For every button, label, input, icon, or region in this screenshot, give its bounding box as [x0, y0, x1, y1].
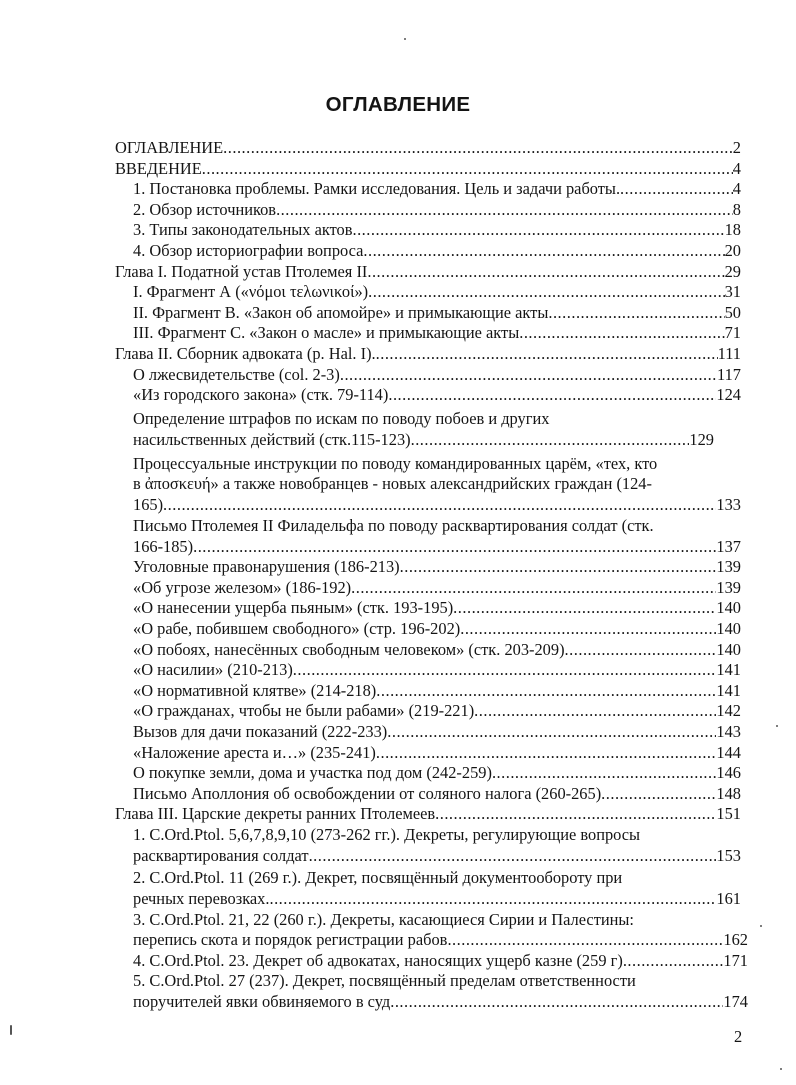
toc-entry[interactable]: ОГЛАВЛЕНИЕ ..... 2 [115, 138, 741, 159]
dot-leader [620, 179, 733, 200]
toc-entry[interactable]: 4. C.Ord.Ptol. 23. Декрет об адвокатах, наносящих ущерб казне (259 г) ..... 171 [133, 951, 748, 972]
toc-entry[interactable]: «О нормативной клятве» (214-218) ..... 141 [133, 681, 741, 702]
toc-entry[interactable]: 1. Постановка проблемы. Рамки исследования. Цель и задачи работы. ..... 4 [133, 179, 741, 200]
scan-speck [10, 1025, 12, 1035]
dot-leader [492, 763, 716, 784]
toc-entry-text: Определение штрафов по искам по поводу побоев и других [133, 409, 550, 428]
scan-speck [780, 1068, 782, 1070]
toc-entry[interactable]: «О нанесении ущерба пьяным» (стк. 193-195) ..... 140 [133, 598, 741, 619]
dot-leader [309, 846, 717, 867]
toc-entry[interactable]: Вызов для дачи показаний (222-233) ..... 143 [133, 722, 741, 743]
toc-entry[interactable]: «О побоях, нанесённых свободным человеком» (стк. 203-209) ..... 140 [133, 640, 741, 661]
toc-entry[interactable]: III. Фрагмент С. «Закон о масле» и примыкающие акты ..... 71 [133, 323, 741, 344]
toc-entry-text: 1. C.Ord.Ptol. 5,6,7,8,9,10 (273-262 гг.). Декреты, регулирующие вопросы [133, 825, 641, 844]
toc-entry-text: 5. C.Ord.Ptol. 27 (237). Декрет, посвящённый пределам ответственности [133, 971, 636, 991]
toc-entry[interactable]: 2. Обзор источников ..... 8 [133, 200, 741, 221]
dot-leader [367, 262, 724, 283]
toc-entry[interactable]: 3. Типы законодательных актов ..... 18 [133, 220, 741, 241]
toc-entry[interactable]: Глава II. Сборник адвоката (p. Hal. I). ..... 111 [115, 344, 741, 365]
toc-entry[interactable]: О покупке земли, дома и участка под дом (242-259) ..... 146 [133, 763, 741, 784]
dot-leader [601, 784, 716, 805]
dot-leader [202, 159, 733, 180]
toc-entry[interactable]: «О насилии» (210-213) ..... 141 [133, 660, 741, 681]
toc-entry[interactable]: речных перевозках. ..... 161 [133, 889, 741, 910]
toc-entry-text: 3. C.Ord.Ptol. 21, 22 (260 г.). Декреты, касающиеся Сирии и Палестины: [133, 909, 634, 929]
toc-entry[interactable]: перепись скота и порядок регистрации рабов ..... 162 [133, 930, 748, 951]
dot-leader [376, 743, 717, 764]
dot-leader [519, 323, 724, 344]
toc-entry[interactable]: Уголовные правонарушения (186-213) ..... 139 [133, 557, 741, 578]
dot-leader [435, 804, 716, 825]
toc-entry[interactable]: поручителей явки обвиняемого в суд ..... 174 [133, 992, 748, 1013]
dot-leader [623, 951, 724, 972]
toc-entry[interactable]: I. Фрагмент А («νόμοι τελωνικοί») ..... 31 [133, 282, 741, 303]
toc-entry[interactable]: 166-185) ..... 137 [133, 537, 741, 558]
toc-entry-text: 2. C.Ord.Ptol. 11 (269 г.). Декрет, посвящённый документообороту при [133, 868, 623, 887]
toc-entry[interactable]: «Из городского закона» (стк. 79-114) ..... 124 [133, 385, 741, 406]
dot-leader [400, 557, 717, 578]
dot-leader [376, 344, 718, 365]
scan-speck [760, 925, 762, 927]
dot-leader [193, 537, 716, 558]
dot-leader [411, 430, 690, 451]
toc-entry[interactable]: расквартирования солдат ..... 153 [133, 846, 741, 867]
dot-leader [388, 385, 716, 406]
dot-leader [363, 241, 724, 262]
toc-entry[interactable]: II. Фрагмент В. «Закон об апомойре» и примыкающие акты ..... 50 [133, 303, 741, 324]
scan-speck [404, 38, 406, 40]
toc-entry[interactable]: «О рабе, побившем свободного» (стр. 196-202) ..... 140 [133, 619, 741, 640]
toc-entry[interactable]: Глава III. Царские декреты ранних Птолемеев ..... 151 [115, 804, 741, 825]
dot-leader [269, 889, 716, 910]
dot-leader [387, 722, 716, 743]
page-title: ОГЛАВЛЕНИЕ [325, 93, 471, 116]
dot-leader [276, 200, 733, 221]
dot-leader [352, 220, 724, 241]
dot-leader [376, 681, 716, 702]
page-number: 2 [734, 1027, 743, 1046]
dot-leader [474, 701, 716, 722]
toc-entry[interactable]: «О гражданах, чтобы не были рабами» (219-221) ..... 142 [133, 701, 741, 722]
dot-leader [163, 495, 716, 516]
toc-entry[interactable]: 4. Обзор историографии вопроса ..... 20 [133, 241, 741, 262]
toc-entry[interactable]: Письмо Аполлония об освобождении от соляного налога (260-265) ..... 148 [133, 784, 741, 805]
toc-entry[interactable]: 165) ..... 133 [133, 495, 741, 516]
dot-leader [548, 303, 724, 324]
dot-leader [223, 138, 733, 159]
toc-entry-text: в ἀποσκευή» а также новобранцев - новых александрийских граждан (124- [133, 474, 652, 494]
toc-entry-text: Письмо Птолемея II Филадельфа по поводу расквартирования солдат (стк. [133, 516, 654, 535]
toc-entry[interactable]: «Об угрозе железом» (186-192) ..... 139 [133, 578, 741, 599]
toc-entry-text: Процессуальные инструкции по поводу командированных царём, «тех, кто [133, 453, 658, 473]
dot-leader [351, 578, 716, 599]
toc-entry[interactable]: ВВЕДЕНИЕ ..... 4 [115, 159, 741, 180]
dot-leader [340, 365, 717, 386]
dot-leader [565, 640, 717, 661]
toc-entry[interactable]: Глава I. Податной устав Птолемея II ..... 29 [115, 262, 741, 283]
dot-leader [390, 992, 723, 1013]
dot-leader [293, 660, 717, 681]
dot-leader [453, 598, 716, 619]
dot-leader [447, 930, 723, 951]
toc-entry[interactable]: «Наложение ареста и…» (235-241) ..... 144 [133, 743, 741, 764]
dot-leader [368, 282, 724, 303]
scan-speck [776, 725, 778, 727]
toc-entry[interactable]: О лжесвидетельстве (col. 2-3) ..... 117 [133, 365, 741, 386]
toc-entry[interactable]: насильственных действий (стк.115-123) ..... 129 [133, 430, 714, 451]
dot-leader [460, 619, 716, 640]
